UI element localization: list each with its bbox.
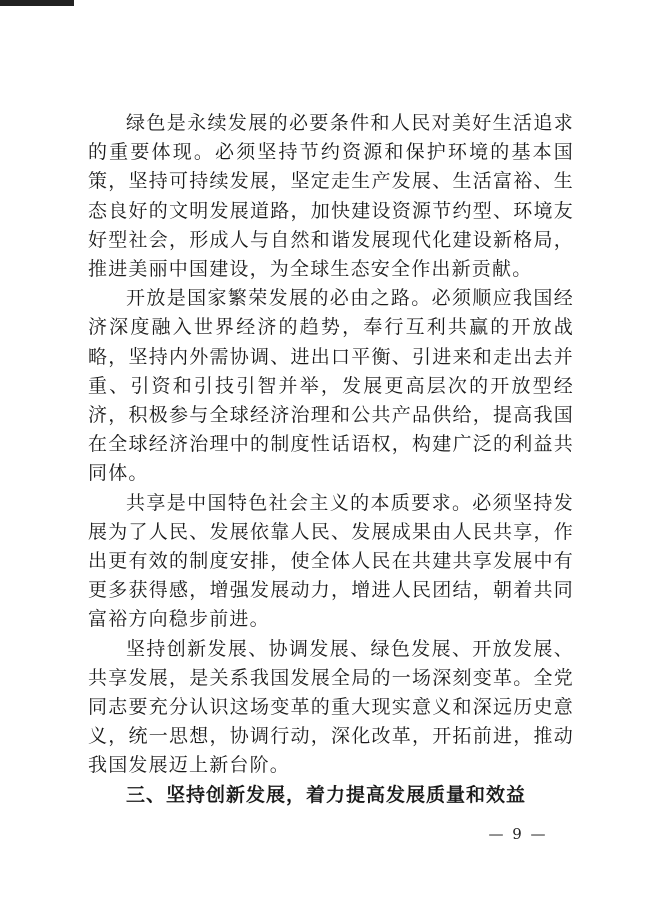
paragraph-open-development: 开放是国家繁荣发展的必由之路。必须顺应我国经济深度融入世界经济的趋势，奉行互利共赢的开放战略，坚持内外需协调、进出口平衡、引进来和走出去并重、引资和引技引智并举，发展更高层次的开放型经济，积极参与全球经济治理和公共产品供给，提高我国在全球经济治理中的制度性话语权，构建广泛的利益共同体。 <box>88 287 574 485</box>
paragraph-summary: 坚持创新发展、协调发展、绿色发展、开放发展、共享发展，是关系我国发展全局的一场深刻变革。全党同志要充分认识这场变革的重大现实意义和深远历史意义，统一思想，协调行动，深化改革，开拓前进，推动我国发展迈上新台阶。 <box>88 637 574 777</box>
paragraph-green-development: 绿色是永续发展的必要条件和人民对美好生活追求的重要体现。必须坚持节约资源和保护环境的基本国策，坚持可持续发展，坚定走生产发展、生活富裕、生态良好的文明发展道路，加快建设资源节约型、环境友好型社会，形成人与自然和谐发展现代化建设新格局，推进美丽中国建设，为全球生态安全作出新贡献。 <box>88 112 574 281</box>
section-heading: 三、坚持创新发展，着力提高发展质量和效益 <box>126 783 527 806</box>
top-edge-rule <box>0 0 74 6</box>
paragraph-shared-development: 共享是中国特色社会主义的本质要求。必须坚持发展为了人民、发展依靠人民、发展成果由人民共享，作出更有效的制度安排，使全体人民在共建共享发展中有更多获得感，增强发展动力，增进人民团结，朝着共同富裕方向稳步前进。 <box>88 491 574 631</box>
document-body <box>88 109 574 810</box>
page-number: — 9 — <box>488 825 548 843</box>
